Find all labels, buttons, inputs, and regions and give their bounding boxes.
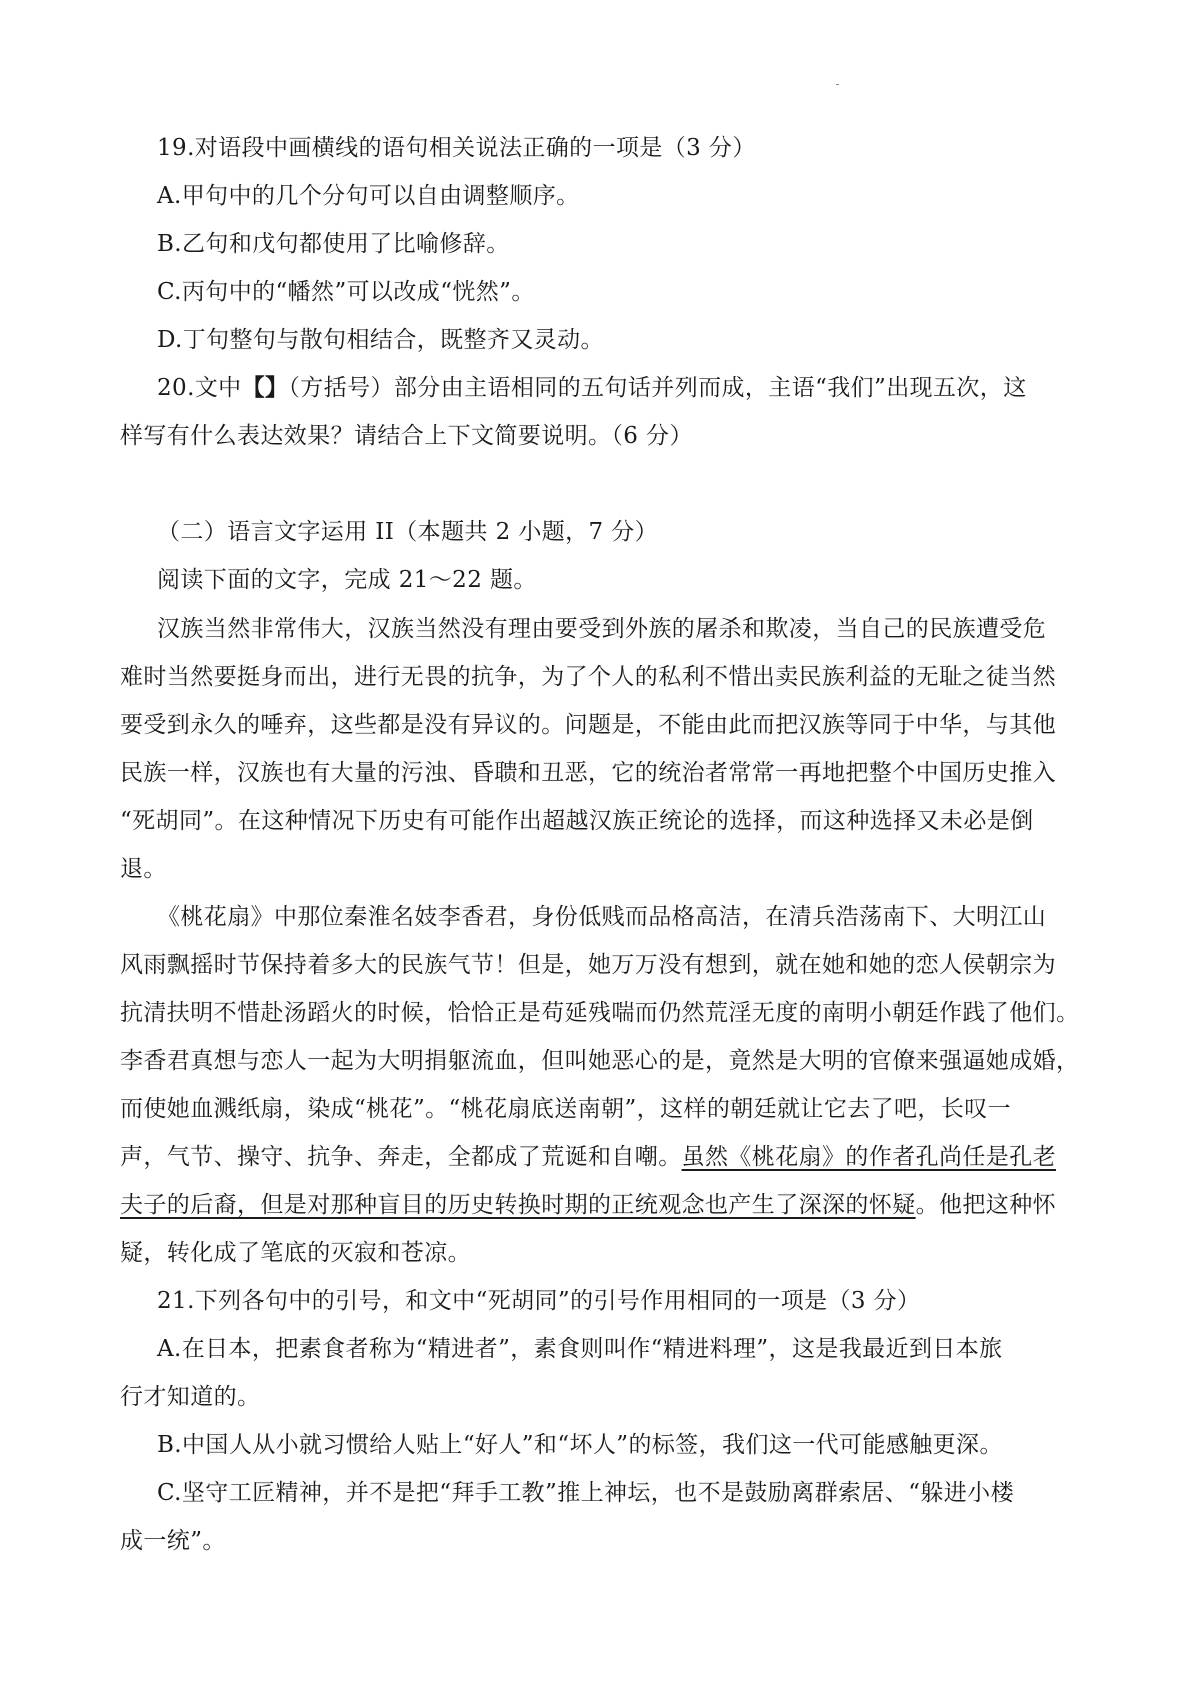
passage-p1-line: “死胡同”。在这种情况下历史有可能作出超越汉族正统论的选择，而这种选择又未必是倒 <box>120 808 1034 834</box>
q20-bracket: 【】 <box>241 374 289 401</box>
q20-prefix: 20.文中 <box>157 375 242 401</box>
q21-option-b: B.中国人从小就习惯给人贴上“好人”和“坏人”的标签，我们这一代可能感触更深。 <box>157 1432 1003 1458</box>
passage-text: 声，气节、操守、抗争、奔走，全都成了荒诞和自嘲。 <box>120 1144 682 1170</box>
underlined-sentence: 夫子的后裔，但是对那种盲目的历史转换时期的正统观念也产生了深深的怀疑 <box>120 1192 916 1218</box>
q21-option-a-cont: 行才知道的。 <box>120 1384 261 1410</box>
passage-p1-line: 难时当然要挺身而出，进行无畏的抗争，为了个人的私利不惜出卖民族利益的无耻之徒当然 <box>120 664 1056 690</box>
scan-mark <box>836 84 839 85</box>
q19-option-b: B.乙句和戊句都使用了比喻修辞。 <box>157 231 510 257</box>
q21-option-a: A.在日本，把素食者称为“精进者”，素食则叫作“精进料理”，这是我最近到日本旅 <box>157 1336 1003 1362</box>
passage-p1-line: 退。 <box>120 856 167 882</box>
underlined-sentence: 虽然《桃花扇》的作者孔尚任是孔老 <box>681 1144 1057 1170</box>
passage-p1-line: 汉族当然非常伟大，汉族当然没有理由要受到外族的屠杀和欺凌，当自己的民族遭受危 <box>157 616 1047 642</box>
passage-p2-line <box>120 1190 1056 1220</box>
passage-p1-line: 民族一样，汉族也有大量的污浊、昏聩和丑恶，它的统治者常常一再地把整个中国历史推入 <box>120 760 1056 786</box>
q21-option-c: C.坚守工匠精神，并不是把“拜手工教”推上神坛，也不是鼓励离群索居、“躲进小楼 <box>157 1480 1014 1506</box>
passage-p2-line: 《桃花扇》中那位秦淮名妓李香君，身份低贱而品格高洁，在清兵浩荡南下、大明江山 <box>157 904 1047 930</box>
passage-p2-line: 疑，转化成了笔底的灭寂和苍凉。 <box>120 1240 471 1266</box>
q19-option-c: C.丙句中的“幡然”可以改成“恍然”。 <box>157 279 535 305</box>
section-heading: （二）语言文字运用 II（本题共 2 小题，7 分） <box>157 519 659 545</box>
q20-line-2: 样写有什么表达效果？请结合上下文简要说明。（6 分） <box>120 423 693 449</box>
q20-line-1 <box>157 373 1027 403</box>
section-instruction: 阅读下面的文字，完成 21～22 题。 <box>157 567 537 593</box>
passage-p2-line: 李香君真想与恋人一起为大明捐躯流血，但叫她恶心的是，竟然是大明的官僚来强逼她成婚， <box>120 1048 1080 1074</box>
q21-stem: 21.下列各句中的引号，和文中“死胡同”的引号作用相同的一项是（3 分） <box>157 1288 921 1314</box>
passage-p2-line: 而使她血溅纸扇，染成“桃花”。“桃花扇底送南朝”，这样的朝廷就让它去了吧，长叹一 <box>120 1096 1012 1122</box>
passage-p2-line <box>120 1142 1056 1172</box>
q19-stem: 19.对语段中画横线的语句相关说法正确的一项是（3 分） <box>157 135 756 161</box>
q20-text: （方括号）部分由主语相同的五句话并列而成，主语“我们”出现五次，这 <box>288 375 1027 401</box>
passage-text: 。他把这种怀 <box>915 1192 1057 1218</box>
passage-p2-line: 风雨飘摇时节保持着多大的民族气节！但是，她万万没有想到，就在她和她的恋人侯朝宗为 <box>120 952 1056 978</box>
passage-p2-line: 抗清扶明不惜赴汤蹈火的时候，恰恰正是苟延残喘而仍然荒淫无度的南明小朝廷作践了他们。 <box>120 1000 1080 1026</box>
q19-option-a: A.甲句中的几个分句可以自由调整顺序。 <box>157 183 580 209</box>
q19-option-d: D.丁句整句与散句相结合，既整齐又灵动。 <box>157 327 604 353</box>
q21-option-c-cont: 成一统”。 <box>120 1528 226 1554</box>
passage-p1-line: 要受到永久的唾弃，这些都是没有异议的。问题是，不能由此而把汉族等同于中华，与其他 <box>120 712 1056 738</box>
